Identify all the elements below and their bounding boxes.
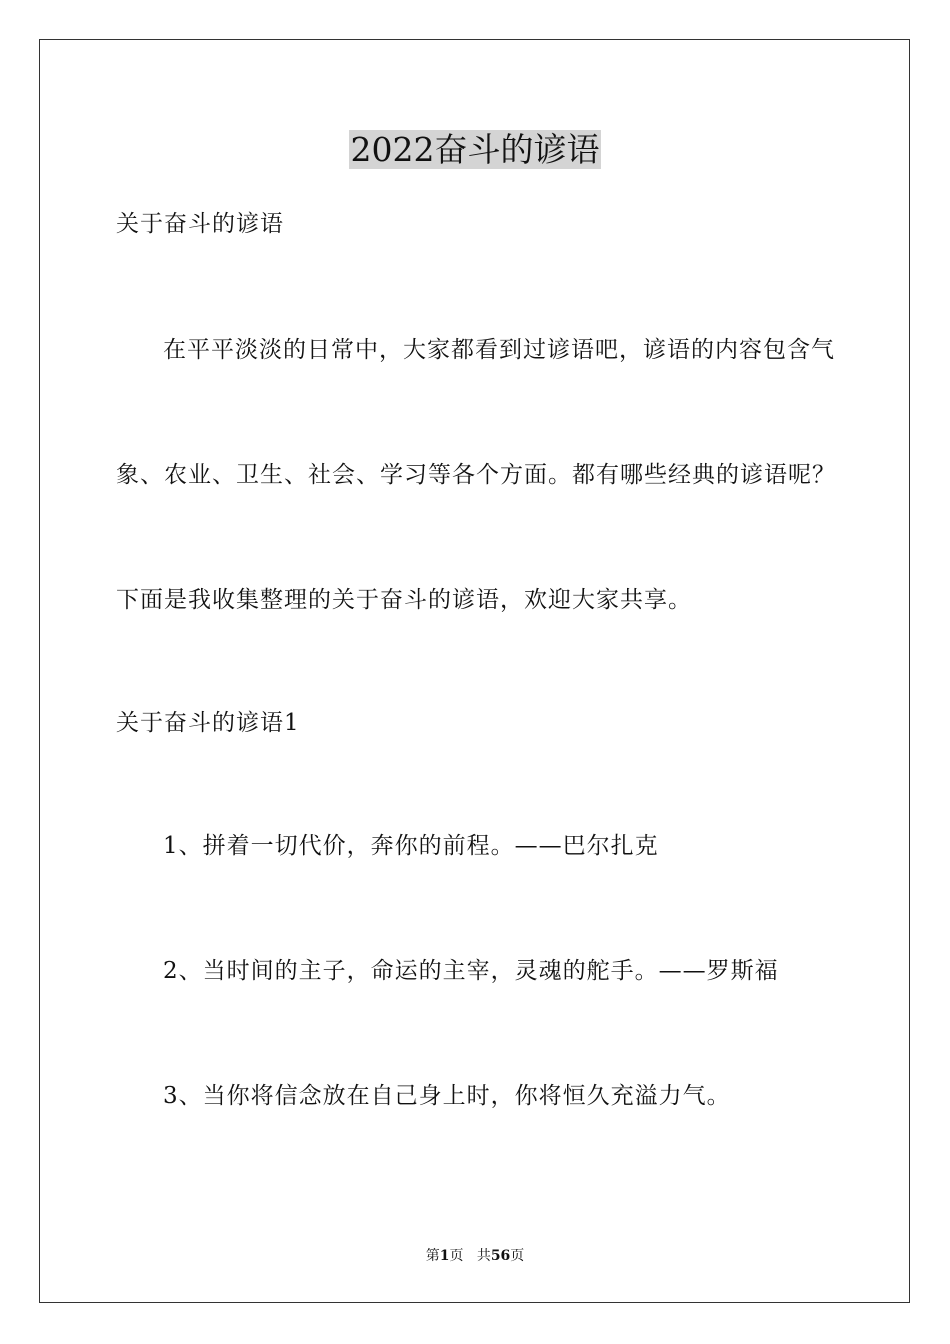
total-pages: 56 [490,1248,511,1264]
proverb-item-2: 2、当时间的主子，命运的主宰，灵魂的舵手。——罗斯福 [163,958,779,984]
page-number: 1 [439,1248,450,1264]
paragraph-line-2: 象、农业、卫生、社会、学习等各个方面。都有哪些经典的谚语呢？ [116,462,836,488]
subsection-heading: 关于奋斗的谚语1 [116,710,300,736]
document-title [0,128,950,172]
paragraph-line-3: 下面是我收集整理的关于奋斗的谚语，欢迎大家共享。 [116,587,692,613]
page-label-prefix: 第 [425,1248,440,1264]
document-title-text: 2022奋斗的谚语 [350,130,600,169]
section-heading: 关于奋斗的谚语 [116,211,284,237]
page-label-suffix: 页 [449,1248,464,1264]
proverb-item-3: 3、当你将信念放在自己身上时，你将恒久充溢力气。 [163,1083,731,1109]
total-label-suffix: 页 [510,1248,525,1264]
paragraph-line-1: 在平平淡淡的日常中，大家都看到过谚语吧，谚语的内容包含气 [163,337,835,363]
proverb-item-1: 1、拼着一切代价，奔你的前程。——巴尔扎克 [163,833,659,859]
page-footer [0,1246,950,1266]
total-label-prefix: 共 [476,1248,491,1264]
